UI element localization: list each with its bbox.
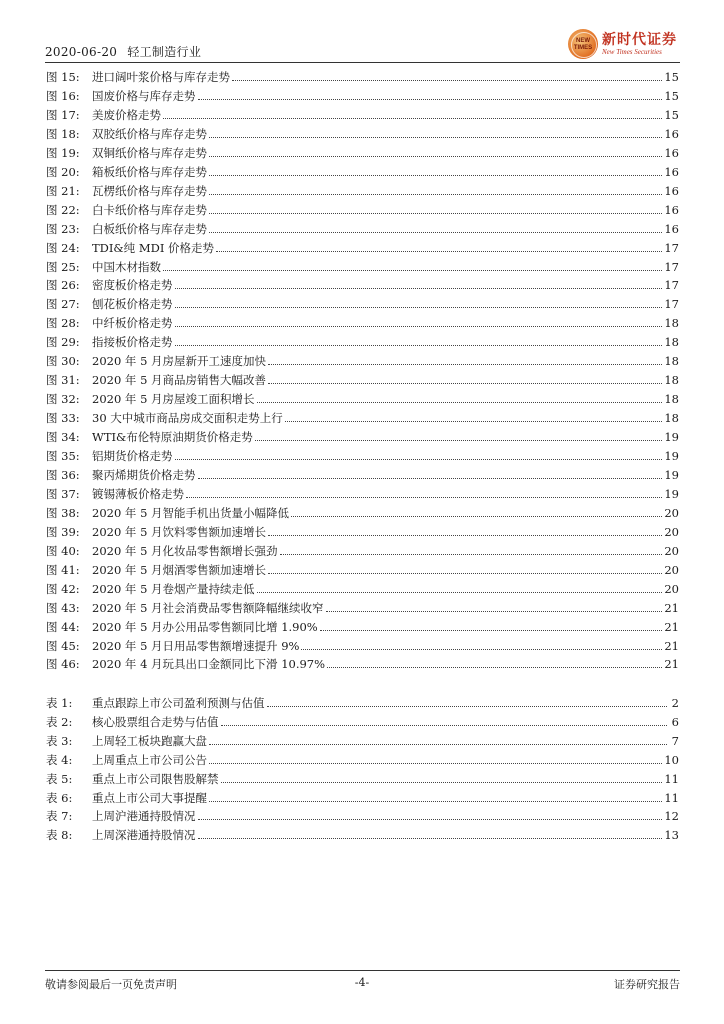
dot-leader — [326, 610, 663, 612]
table-toc-row[interactable] — [46, 730, 679, 748]
dot-leader — [257, 591, 663, 593]
figure-toc-row[interactable] — [46, 104, 679, 122]
figure-toc-row[interactable] — [46, 388, 679, 406]
entry-page-number[interactable]: 19 — [664, 467, 679, 482]
entry-page-number[interactable]: 10 — [664, 752, 679, 767]
entry-label: 图 20: — [46, 164, 80, 179]
entry-page-number[interactable]: 18 — [664, 316, 679, 331]
dot-leader — [327, 666, 662, 668]
entry-title[interactable]: 白板纸价格与库存走势 — [92, 221, 207, 236]
figure-toc-row[interactable] — [46, 180, 679, 198]
entry-label: 表 8: — [46, 828, 73, 843]
entry-title[interactable]: 重点上市公司大事提醒 — [92, 790, 207, 805]
entry-label: 表 2: — [46, 714, 73, 729]
entry-page-number[interactable]: 15 — [664, 107, 679, 122]
entry-label: 表 1: — [46, 696, 73, 710]
figure-toc-row[interactable] — [46, 559, 679, 577]
disclaimer-note: 敬请参阅最后一页免责声明 — [45, 978, 177, 991]
figure-toc-row[interactable] — [46, 464, 679, 482]
figure-toc-row[interactable] — [46, 369, 679, 387]
entry-page-number[interactable]: 7 — [671, 733, 679, 748]
entry-label: 图 29: — [46, 335, 80, 350]
dot-leader — [280, 553, 663, 555]
entry-page-number[interactable]: 20 — [664, 524, 679, 539]
entry-page-number[interactable]: 21 — [664, 638, 679, 653]
dot-leader — [209, 193, 662, 195]
entry-label: 图 34: — [46, 430, 80, 445]
entry-page-number[interactable]: 11 — [664, 771, 679, 786]
logo-emblem-icon: NEW TIMES — [568, 29, 598, 59]
entry-title[interactable]: 2020 年 5 月烟酒零售额加速增长 — [92, 562, 267, 577]
figure-toc-row[interactable] — [46, 483, 679, 501]
entry-page-number[interactable]: 17 — [664, 278, 679, 293]
dot-leader — [221, 781, 663, 783]
logo-name: 新时代证券 — [602, 32, 677, 48]
entry-label: 图 41: — [46, 562, 80, 577]
entry-page-number[interactable]: 21 — [664, 657, 679, 672]
entry-title[interactable]: 重点跟踪上市公司盈利预测与估值 — [92, 696, 265, 710]
entry-label: 图 42: — [46, 581, 80, 596]
entry-page-number[interactable]: 16 — [664, 126, 679, 141]
entry-page-number[interactable]: 16 — [664, 183, 679, 198]
figure-toc-row[interactable] — [46, 66, 679, 84]
entry-label: 表 7: — [46, 809, 73, 824]
figure-toc-row[interactable] — [46, 161, 679, 179]
entry-label: 图 26: — [46, 278, 80, 293]
entry-title[interactable]: 镀锡薄板价格走势 — [92, 486, 184, 501]
entry-title[interactable]: 双铜纸价格与库存走势 — [92, 145, 207, 160]
table-toc-row[interactable] — [46, 749, 679, 767]
entry-title[interactable]: 密度板价格走势 — [92, 278, 173, 293]
figure-toc-row[interactable] — [46, 653, 679, 671]
entry-title[interactable]: 瓦楞纸价格与库存走势 — [92, 183, 207, 198]
entry-label: 图 46: — [46, 657, 80, 672]
entry-title[interactable]: 核心股票组合走势与估值 — [92, 714, 219, 729]
dot-leader — [198, 98, 663, 100]
entry-label: 图 17: — [46, 107, 80, 122]
dot-leader — [257, 401, 663, 403]
dot-leader — [209, 155, 662, 157]
entry-label: 图 35: — [46, 449, 80, 463]
figure-toc-row[interactable] — [46, 85, 679, 103]
entry-page-number[interactable]: 16 — [664, 145, 679, 160]
dot-leader — [198, 837, 663, 839]
figure-toc-row[interactable] — [46, 350, 679, 368]
dot-leader — [255, 439, 663, 441]
figure-toc-row[interactable] — [46, 635, 679, 653]
entry-title[interactable]: TDI&纯 MDI 价格走势 — [92, 240, 215, 255]
entry-page-number[interactable]: 16 — [664, 221, 679, 236]
entry-title[interactable]: 国废价格与库存走势 — [92, 88, 196, 103]
entry-label: 图 23: — [46, 221, 80, 236]
dot-leader — [268, 382, 662, 384]
entry-label: 表 3: — [46, 733, 73, 748]
figure-toc-row[interactable] — [46, 256, 679, 274]
dot-leader — [209, 174, 662, 176]
figure-toc-row[interactable] — [46, 142, 679, 160]
dot-leader — [175, 458, 663, 460]
dot-leader — [216, 250, 662, 252]
dot-leader — [163, 269, 662, 271]
figure-toc-row[interactable] — [46, 237, 679, 255]
dot-leader — [163, 117, 662, 119]
entry-title[interactable]: 进口阔叶浆价格与库存走势 — [92, 70, 230, 84]
dot-leader — [198, 818, 663, 820]
entry-page-number[interactable]: 19 — [664, 486, 679, 501]
dot-leader — [186, 496, 662, 498]
entry-page-number[interactable]: 18 — [664, 373, 679, 388]
industry-name: 轻工制造行业 — [127, 45, 202, 59]
dot-leader — [175, 325, 663, 327]
dot-leader — [175, 287, 663, 289]
entry-title[interactable]: WTI&布伦特原油期货价格走势 — [92, 430, 253, 445]
entry-page-number[interactable]: 12 — [664, 809, 679, 824]
table-toc-row[interactable] — [46, 787, 679, 805]
dot-leader — [209, 743, 667, 745]
entry-label: 图 33: — [46, 411, 80, 426]
entry-title[interactable]: 双胶纸价格与库存走势 — [92, 126, 207, 141]
entry-title[interactable]: 指接板价格走势 — [92, 335, 173, 350]
entry-title[interactable]: 30 大中城市商品房成交面积走势上行 — [92, 411, 283, 426]
figure-toc-row[interactable] — [46, 616, 679, 634]
entry-label: 图 31: — [46, 373, 80, 388]
entry-title[interactable]: 2020 年 5 月日用品零售额增速提升 9% — [92, 638, 300, 653]
dot-leader — [209, 136, 662, 138]
page-number: -4- — [354, 976, 370, 989]
figure-toc-row[interactable] — [46, 426, 679, 444]
entry-page-number[interactable]: 16 — [664, 164, 679, 179]
entry-page-number[interactable]: 21 — [664, 600, 679, 615]
footer-divider — [45, 970, 680, 971]
figure-toc-row[interactable] — [46, 199, 679, 217]
dot-leader — [285, 420, 663, 422]
dot-leader — [268, 572, 662, 574]
table-toc-row[interactable] — [46, 824, 679, 842]
entry-label: 图 40: — [46, 543, 80, 558]
dot-leader — [267, 705, 668, 707]
entry-title[interactable]: 白卡纸价格与库存走势 — [92, 202, 207, 217]
entry-label: 图 36: — [46, 467, 80, 482]
entry-title[interactable]: 重点上市公司限售股解禁 — [92, 771, 219, 786]
entry-title[interactable]: 2020 年 5 月智能手机出货量小幅降低 — [92, 505, 290, 520]
entry-page-number[interactable]: 21 — [664, 619, 679, 634]
entry-title[interactable]: 上周深港通持股情况 — [92, 828, 196, 843]
entry-title[interactable]: 铝期货价格走势 — [92, 449, 173, 463]
entry-label: 图 15: — [46, 70, 80, 84]
dot-leader — [301, 648, 662, 650]
entry-page-number[interactable]: 17 — [664, 259, 679, 274]
dot-leader — [198, 477, 663, 479]
dot-leader — [209, 800, 662, 802]
figure-toc-row[interactable] — [46, 578, 679, 596]
table-toc-row[interactable] — [46, 692, 679, 710]
entry-label: 表 4: — [46, 752, 73, 767]
page-header — [45, 43, 207, 60]
figure-toc-row[interactable] — [46, 407, 679, 425]
entry-label: 图 25: — [46, 259, 80, 274]
entry-label: 表 5: — [46, 771, 73, 786]
entry-title[interactable]: 2020 年 5 月饮料零售额加速增长 — [92, 524, 267, 539]
figure-toc-row[interactable] — [46, 540, 679, 558]
table-toc-row[interactable] — [46, 805, 679, 823]
entry-title[interactable]: 上周沪港通持股情况 — [92, 809, 196, 824]
dot-leader — [175, 306, 663, 308]
figure-toc-row[interactable] — [46, 521, 679, 539]
header-divider — [45, 62, 680, 63]
entry-title[interactable]: 中纤板价格走势 — [92, 316, 173, 331]
dot-leader — [232, 79, 662, 81]
entry-page-number[interactable]: 20 — [664, 581, 679, 596]
entry-title[interactable]: 2020 年 5 月社会消费品零售额降幅继续收窄 — [92, 600, 324, 615]
entry-title[interactable]: 2020 年 5 月商品房销售大幅改善 — [92, 373, 267, 388]
entry-title[interactable]: 2020 年 5 月房屋新开工速度加快 — [92, 354, 267, 369]
entry-title[interactable]: 刨花板价格走势 — [92, 297, 173, 312]
dot-leader — [221, 724, 668, 726]
entry-label: 图 32: — [46, 392, 80, 407]
entry-page-number[interactable]: 15 — [664, 70, 679, 84]
dot-leader — [209, 762, 662, 764]
entry-label: 图 19: — [46, 145, 80, 160]
entry-title[interactable]: 2020 年 5 月卷烟产量持续走低 — [92, 581, 255, 596]
entry-label: 图 45: — [46, 638, 80, 653]
entry-title[interactable]: 2020 年 5 月房屋竣工面积增长 — [92, 392, 255, 407]
entry-label: 图 39: — [46, 524, 80, 539]
dot-leader — [268, 363, 662, 365]
figure-toc-row[interactable] — [46, 312, 679, 330]
entry-page-number[interactable]: 13 — [664, 828, 679, 843]
entry-label: 图 43: — [46, 600, 80, 615]
entry-page-number[interactable]: 18 — [664, 411, 679, 426]
figure-toc-row[interactable] — [46, 293, 679, 311]
company-logo — [568, 29, 680, 61]
entry-page-number[interactable]: 17 — [664, 297, 679, 312]
entry-page-number[interactable]: 16 — [664, 202, 679, 217]
entry-title[interactable]: 美废价格走势 — [92, 107, 161, 122]
entry-label: 表 6: — [46, 790, 73, 805]
entry-title[interactable]: 上周轻工板块跑赢大盘 — [92, 733, 207, 748]
entry-page-number[interactable]: 19 — [664, 430, 679, 445]
entry-page-number[interactable]: 20 — [664, 562, 679, 577]
dot-leader — [175, 344, 663, 346]
entry-label: 图 27: — [46, 297, 80, 312]
entry-title[interactable]: 2020 年 5 月化妆品零售额增长强劲 — [92, 543, 278, 558]
entry-page-number[interactable]: 15 — [664, 88, 679, 103]
entry-page-number[interactable]: 20 — [664, 505, 679, 520]
report-date: 2020-06-20 — [45, 45, 118, 59]
entry-page-number[interactable]: 19 — [664, 449, 679, 463]
figure-toc-row[interactable] — [46, 445, 679, 463]
dot-leader — [268, 534, 662, 536]
entry-page-number[interactable]: 2 — [671, 696, 679, 710]
document-type: 证券研究报告 — [614, 978, 680, 991]
entry-title[interactable]: 中国木材指数 — [92, 259, 161, 274]
entry-label: 图 37: — [46, 486, 80, 501]
entry-page-number[interactable]: 20 — [664, 543, 679, 558]
figure-toc-row[interactable] — [46, 123, 679, 141]
entry-label: 图 21: — [46, 183, 80, 198]
entry-label: 图 30: — [46, 354, 80, 369]
entry-label: 图 16: — [46, 88, 80, 103]
table-toc-row[interactable] — [46, 768, 679, 786]
entry-label: 图 22: — [46, 202, 80, 217]
figure-toc-row[interactable] — [46, 502, 679, 520]
entry-title[interactable]: 箱板纸价格与库存走势 — [92, 164, 207, 179]
entry-label: 图 28: — [46, 316, 80, 331]
table-toc-row[interactable] — [46, 711, 679, 729]
entry-page-number[interactable]: 6 — [671, 714, 679, 729]
entry-page-number[interactable]: 18 — [664, 335, 679, 350]
dot-leader — [291, 515, 662, 517]
figure-toc-row[interactable] — [46, 331, 679, 349]
entry-label: 图 18: — [46, 126, 80, 141]
entry-title[interactable]: 2020 年 4 月玩具出口金额同比下滑 10.97% — [92, 657, 326, 672]
entry-page-number[interactable]: 11 — [664, 790, 679, 805]
entry-page-number[interactable]: 18 — [664, 392, 679, 407]
entry-page-number[interactable]: 18 — [664, 354, 679, 369]
entry-title[interactable]: 2020 年 5 月办公用品零售额同比增 1.90% — [92, 619, 318, 634]
logo-english-name: New Times Securities — [602, 48, 662, 56]
figure-toc-row[interactable] — [46, 597, 679, 615]
dot-leader — [209, 212, 662, 214]
dot-leader — [209, 231, 662, 233]
figure-toc-row[interactable] — [46, 274, 679, 292]
dot-leader — [320, 629, 663, 631]
entry-label: 图 44: — [46, 619, 80, 634]
entry-page-number[interactable]: 17 — [664, 240, 679, 255]
entry-title[interactable]: 聚丙烯期货价格走势 — [92, 467, 196, 482]
entry-label: 图 24: — [46, 240, 80, 255]
entry-label: 图 38: — [46, 505, 80, 520]
entry-title[interactable]: 上周重点上市公司公告 — [92, 752, 207, 767]
figure-toc-row[interactable] — [46, 218, 679, 236]
